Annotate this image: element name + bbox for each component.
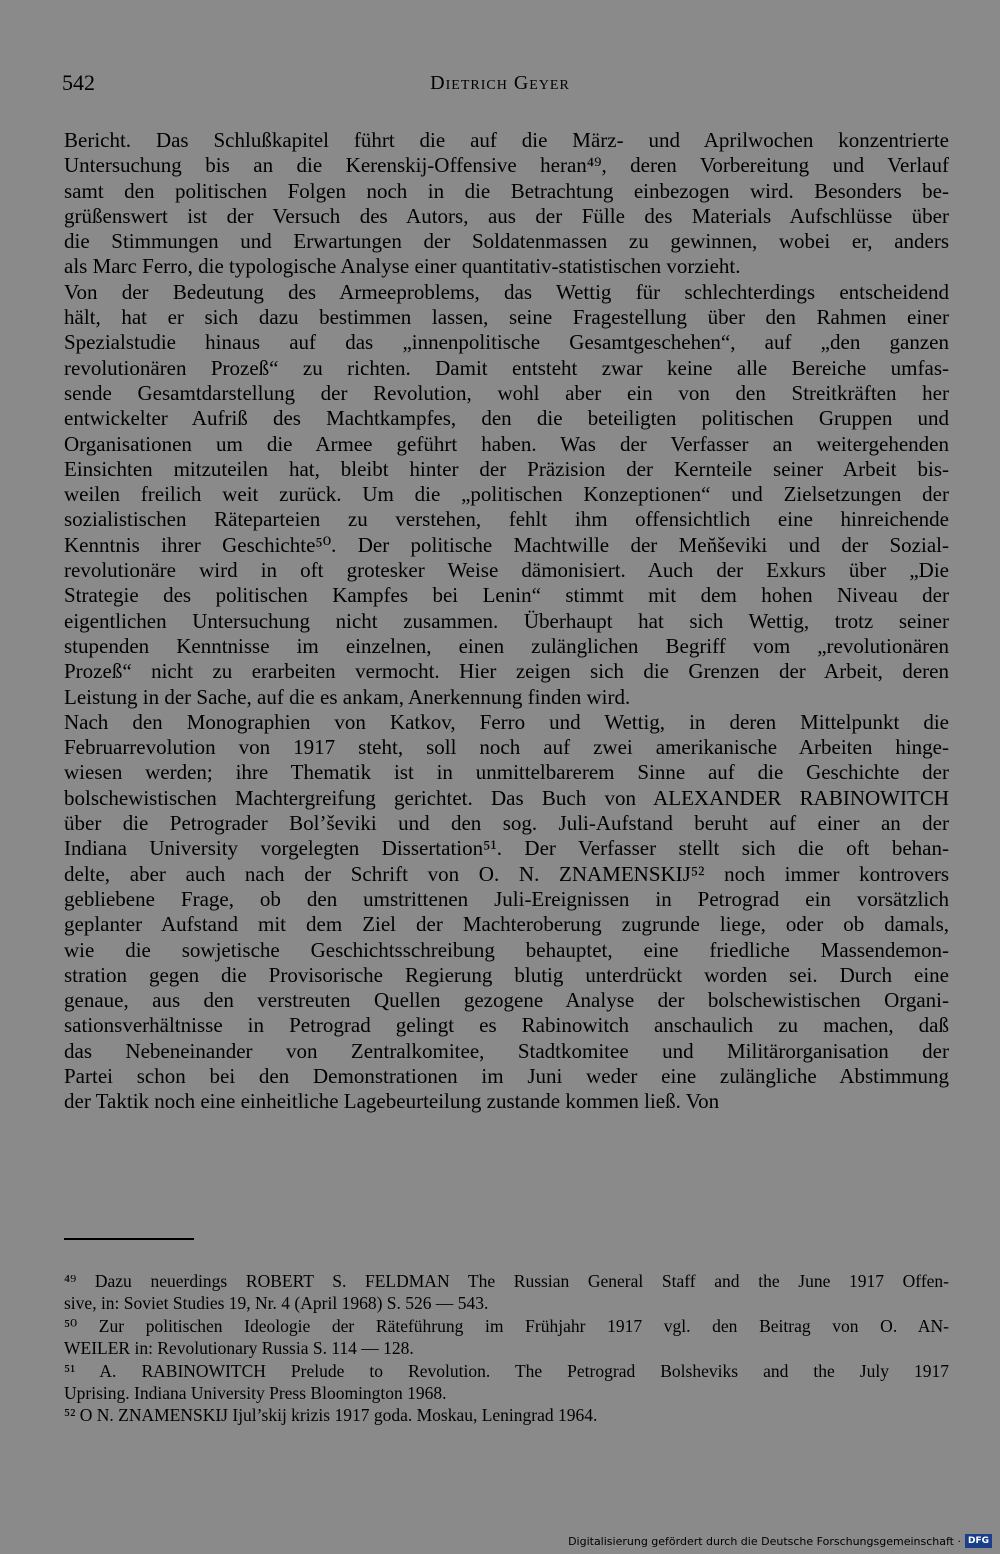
- text-line: revolutionären Prozeß“ zu richten. Damit entsteht zwar keine alle Bereiche umfas-: [64, 355, 949, 380]
- text-line: als Marc Ferro, die typologische Analyse einer quantitativ-statistischen vorzieht.: [64, 254, 741, 279]
- text-line: sozialistischen Räteparteien zu verstehen, fehlt ihm offensichtlich eine hinreichende: [64, 507, 949, 532]
- text-line: Februarrevolution von 1917 steht, soll noch auf zwei amerikanische Arbeiten hinge-: [64, 735, 949, 760]
- text-line: Partei schon bei den Demonstrationen im Juni weder eine zulängliche Abstimmung: [64, 1063, 949, 1088]
- text-line: gebliebene Frage, ob den umstrittenen Juli-Ereignissen in Petrograd ein vorsätzlich: [64, 886, 949, 911]
- footnote-line: ⁵⁰ Zur politischen Ideologie der Räteführung im Frühjahr 1917 vgl. den Beitrag von O. AN-: [64, 1315, 949, 1336]
- text-line: stration gegen die Provisorische Regierung blutig unterdrückt worden sei. Durch eine: [64, 962, 949, 987]
- footnote-line: ⁵¹ A. RABINOWITCH Prelude to Revolution. The Petrograd Bolsheviks and the July 1917: [64, 1360, 949, 1381]
- footnotes: [64, 1270, 949, 1427]
- page-number: 542: [62, 70, 95, 95]
- text-line: wie die sowjetische Geschichtsschreibung behauptet, eine friedliche Massendemon-: [64, 937, 949, 962]
- text-line: samt den politischen Folgen noch in die Betrachtung einbezogen wird. Besonders be-: [64, 178, 949, 203]
- text-line: Von der Bedeutung des Armeeproblems, das Wettig für schlechterdings entscheidend: [64, 279, 949, 304]
- footnote-line: ⁵² O N. ZNAMENSKIJ Ijul’skij krizis 1917 goda. Moskau, Leningrad 1964.: [64, 1405, 598, 1426]
- text-line: hält, hat er sich dazu bestimmen lassen, seine Fragestellung über den Rahmen einer: [64, 305, 949, 330]
- text-line: die Stimmungen und Erwartungen der Soldatenmassen zu gewinnen, wobei er, anders: [64, 229, 949, 254]
- text-line: Einsichten mitzuteilen hat, bleibt hinter der Präzision der Kernteile seiner Arbeit bis-: [64, 456, 949, 481]
- text-line: geplanter Aufstand mit dem Ziel der Machteroberung zugrunde liege, oder ob damals,: [64, 912, 949, 937]
- text-line: genaue, aus den verstreuten Quellen gezogene Analyse der bolschewistischen Organi-: [64, 988, 949, 1013]
- digitization-credit: [568, 1534, 992, 1548]
- running-head: Dietrich Geyer: [430, 72, 570, 94]
- text-line: revolutionäre wird in oft grotesker Weise dämonisiert. Auch der Exkurs über „Die: [64, 558, 949, 583]
- text-line: der Taktik noch eine einheitliche Lagebeurteilung zustande kommen ließ. Von: [64, 1089, 720, 1114]
- credit-text: Digitalisierung gefördert durch die Deutsche Forschungsgemeinschaft ·: [568, 1534, 961, 1548]
- text-line: delte, aber auch nach der Schrift von O. N. ZNAMENSKIJ⁵² noch immer kontrovers: [64, 861, 949, 886]
- dfg-logo: DFG: [965, 1534, 992, 1548]
- body-text: [64, 128, 949, 1115]
- text-line: eigentlichen Untersuchung nicht zusammen. Überhaupt hat sich Wettig, trotz seiner: [64, 608, 949, 633]
- text-line: grüßenswert ist der Versuch des Autors, aus der Fülle des Materials Aufschlüsse über: [64, 203, 949, 228]
- text-line: weilen freilich weit zurück. Um die „politischen Konzeptionen“ und Zielsetzungen der: [64, 482, 949, 507]
- footnote-line: Uprising. Indiana University Press Bloomington 1968.: [64, 1382, 447, 1403]
- text-line: sationsverhältnisse in Petrograd gelingt es Rabinowitch anschaulich zu machen, daß: [64, 1013, 949, 1038]
- text-line: Prozeß“ nicht zu erarbeiten vermocht. Hier zeigen sich die Grenzen der Arbeit, deren: [64, 659, 949, 684]
- footnote-line: ⁴⁹ Dazu neuerdings ROBERT S. FELDMAN The Russian General Staff and the June 1917 Offen-: [64, 1271, 949, 1291]
- text-line: Nach den Monographien von Katkov, Ferro und Wettig, in deren Mittelpunkt die: [64, 709, 949, 734]
- text-line: entwickelter Aufriß des Machtkampfes, den die beteiligten politischen Gruppen und: [64, 406, 949, 431]
- text-line: Spezialstudie hinaus auf das „innenpolitische Gesamtgeschehen“, auf „den ganzen: [64, 330, 949, 355]
- text-line: Organisationen um die Armee geführt haben. Was der Verfasser an weitergehenden: [64, 431, 949, 456]
- text-line: Strategie des politischen Kampfes bei Lenin“ stimmt mit dem hohen Niveau der: [64, 583, 949, 608]
- text-line: bolschewistischen Machtergreifung gerichtet. Das Buch von ALEXANDER RABINOWITCH: [64, 785, 949, 810]
- text-line: sende Gesamtdarstellung der Revolution, wohl aber ein von den Streitkräften her: [64, 380, 949, 405]
- text-line: stupenden Kenntnisse im einzelnen, einen zulänglichen Begriff vom „revolutionären: [64, 633, 949, 658]
- text-line: das Nebeneinander von Zentralkomitee, Stadtkomitee und Militärorganisation der: [64, 1038, 949, 1063]
- text-line: Kenntnis ihrer Geschichte⁵⁰. Der politische Machtwille der Men̆ševiki und der Sozial-: [64, 532, 949, 557]
- text-line: Leistung in der Sache, auf die es ankam, Anerkennung finden wird.: [64, 684, 631, 709]
- text-line: Bericht. Das Schlußkapitel führt die auf die März- und Aprilwochen konzentrierte: [64, 128, 949, 152]
- footnote-line: sive, in: Soviet Studies 19, Nr. 4 (April 1968) S. 526 — 543.: [64, 1293, 489, 1314]
- text-line: Indiana University vorgelegten Dissertation⁵¹. Der Verfasser stellt sich die oft behan-: [64, 836, 949, 861]
- footnote-divider: [64, 1238, 194, 1240]
- text-line: wiesen werden; ihre Thematik ist in unmittelbarerem Sinne auf die Geschichte der: [64, 760, 949, 785]
- footnote-line: WEILER in: Revolutionary Russia S. 114 — 128.: [64, 1338, 414, 1359]
- text-line: Untersuchung bis an die Kerenskij-Offensive heran⁴⁹, deren Vorbereitung und Verlauf: [64, 153, 949, 178]
- text-line: über die Petrograder Bol’ševiki und den sog. Juli-Aufstand beruht auf einer an der: [64, 811, 949, 836]
